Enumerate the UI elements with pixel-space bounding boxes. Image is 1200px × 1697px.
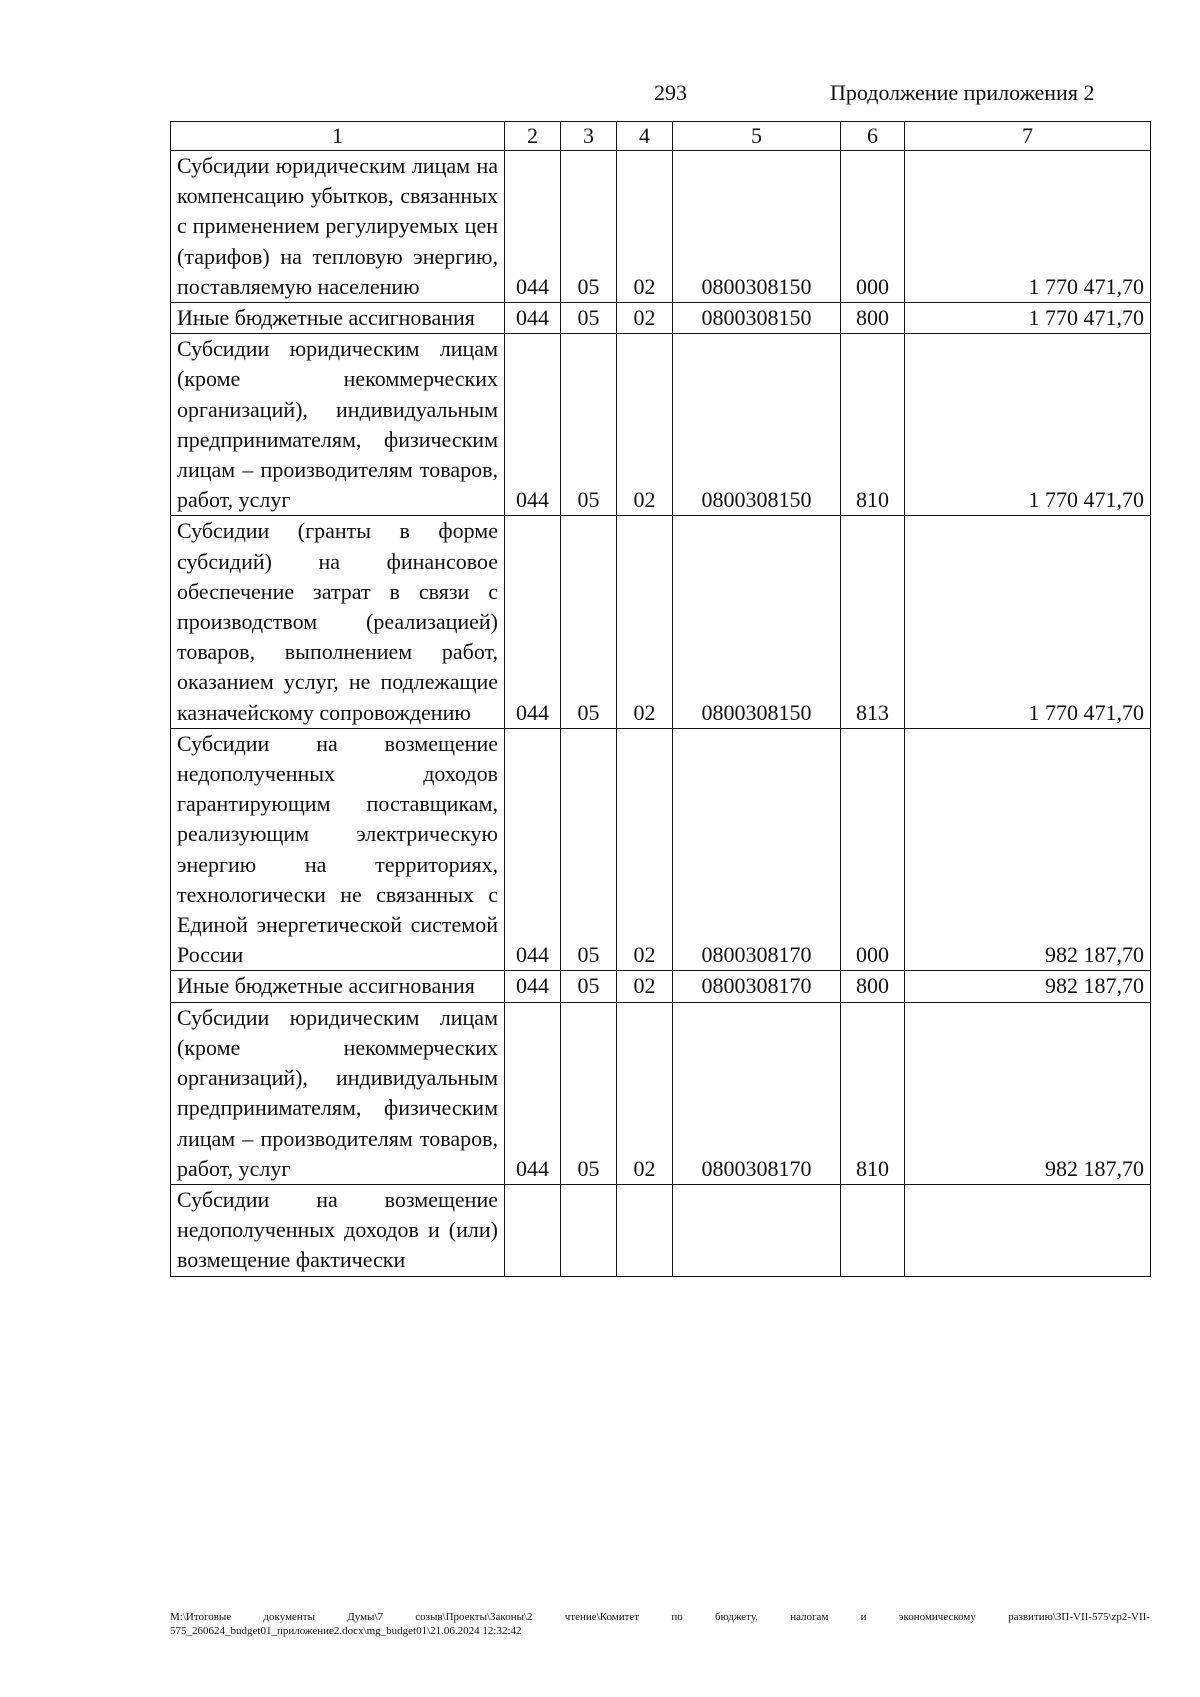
cell-expense-type: 000 [841,728,905,971]
cell-code-ministry: 044 [505,971,561,1002]
cell-target-article: 0800308170 [673,728,841,971]
cell-target-article: 0800308150 [673,516,841,728]
row-description: Субсидии юридическим лицам (кроме некоммерческих организаций), индивидуальным предпринимателям, физическим лицам – производителям товаров, работ, услуг [171,1002,505,1184]
cell-target-article: 0800308150 [673,334,841,516]
cell-section: 05 [561,334,617,516]
column-header: 7 [905,122,1151,151]
budget-table [170,121,1151,1277]
cell-expense-type: 810 [841,1002,905,1184]
cell-section: 05 [561,303,617,334]
table-row [171,151,1151,303]
row-description: Иные бюджетные ассигнования [171,303,505,334]
table-row [171,1184,1151,1276]
cell-section: 05 [561,516,617,728]
cell-expense-type: 000 [841,151,905,303]
table-row [171,334,1151,516]
cell-subsection: 02 [617,971,673,1002]
cell-target-article: 0800308150 [673,151,841,303]
row-description: Субсидии на возмещение недополученных доходов и (или) возмещение фактически [171,1184,505,1276]
cell-amount: 1 770 471,70 [905,334,1151,516]
column-number-row [171,122,1151,151]
column-header: 3 [561,122,617,151]
cell-code-ministry: 044 [505,151,561,303]
cell-expense-type [841,1184,905,1276]
cell-expense-type: 810 [841,334,905,516]
column-header: 4 [617,122,673,151]
column-header: 5 [673,122,841,151]
cell-code-ministry: 044 [505,334,561,516]
table-row [171,303,1151,334]
cell-section: 05 [561,151,617,303]
cell-code-ministry: 044 [505,516,561,728]
cell-section [561,1184,617,1276]
cell-section: 05 [561,971,617,1002]
cell-target-article: 0800308170 [673,1002,841,1184]
cell-code-ministry: 044 [505,1002,561,1184]
cell-subsection: 02 [617,303,673,334]
cell-code-ministry [505,1184,561,1276]
cell-amount: 1 770 471,70 [905,303,1151,334]
cell-amount: 1 770 471,70 [905,516,1151,728]
row-description: Иные бюджетные ассигнования [171,971,505,1002]
cell-section: 05 [561,1002,617,1184]
cell-amount: 982 187,70 [905,971,1151,1002]
table-row [171,1002,1151,1184]
row-description: Субсидии юридическим лицам (кроме некоммерческих организаций), индивидуальным предпринимателям, физическим лицам – производителям товаров, работ, услуг [171,334,505,516]
cell-expense-type: 813 [841,516,905,728]
cell-amount: 982 187,70 [905,1002,1151,1184]
table-row [171,516,1151,728]
cell-subsection [617,1184,673,1276]
cell-subsection: 02 [617,334,673,516]
cell-amount [905,1184,1151,1276]
column-header: 2 [505,122,561,151]
cell-section: 05 [561,728,617,971]
cell-target-article: 0800308170 [673,971,841,1002]
file-path-footer: M:\Итоговые документы Думы\7 созыв\Проекты\Законы\2 чтение\Комитет по бюджету, налогам и экономическому развитию\ЗП-VII-575\zp2-VII-575_260624_budget01_приложение2.docx\mg_budget01\21.06.2024 12:32:42 [170,1611,1150,1637]
row-description: Субсидии юридическим лицам на компенсацию убытков, связанных с применением регулируемых цен (тарифов) на тепловую энергию, поставляемую населению [171,151,505,303]
cell-expense-type: 800 [841,971,905,1002]
cell-subsection: 02 [617,728,673,971]
cell-subsection: 02 [617,516,673,728]
continuation-note: Продолжение приложения 2 [830,80,1095,105]
cell-code-ministry: 044 [505,303,561,334]
table-row [171,971,1151,1002]
cell-code-ministry: 044 [505,728,561,971]
column-header: 1 [171,122,505,151]
column-header: 6 [841,122,905,151]
cell-amount: 1 770 471,70 [905,151,1151,303]
cell-subsection: 02 [617,151,673,303]
row-description: Субсидии на возмещение недополученных доходов гарантирующим поставщикам, реализующим электрическую энергию на территориях, технологически не связанных с Единой энергетической системой России [171,728,505,971]
row-description: Субсидии (гранты в форме субсидий) на финансовое обеспечение затрат в связи с производством (реализацией) товаров, выполнением работ, оказанием услуг, не подлежащие казначейскому сопровождению [171,516,505,728]
page-number: 293 [654,80,687,105]
cell-expense-type: 800 [841,303,905,334]
cell-target-article [673,1184,841,1276]
cell-amount: 982 187,70 [905,728,1151,971]
cell-target-article: 0800308150 [673,303,841,334]
cell-subsection: 02 [617,1002,673,1184]
table-row [171,728,1151,971]
